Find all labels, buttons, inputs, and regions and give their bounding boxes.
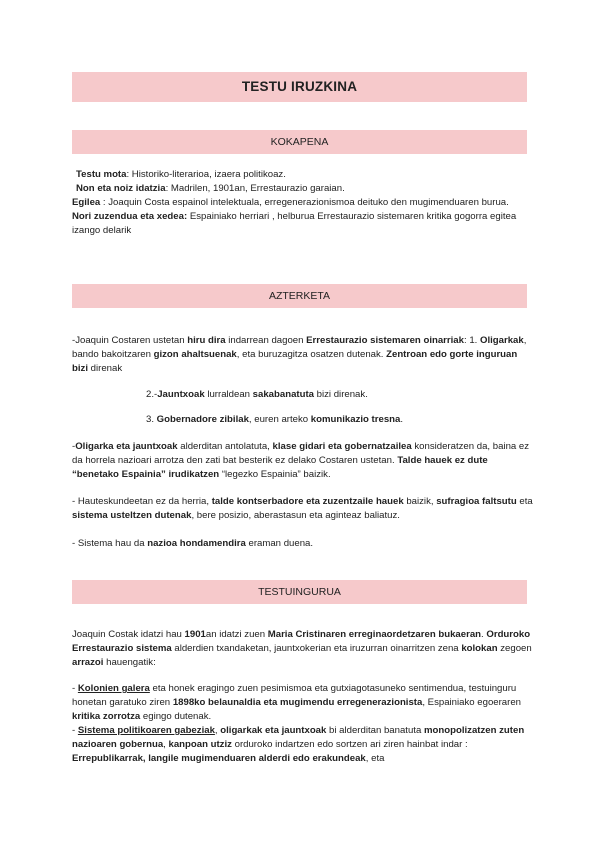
azterketa-p2 [72, 388, 532, 402]
text: Errestaurazio sistemaren oinarriak [306, 335, 464, 346]
text: an idatzi zuen [205, 629, 268, 640]
azterketa-p1 [72, 334, 534, 376]
text: Talde hauek ez dute “benetako Espainia” irudikatzen [72, 455, 488, 480]
text: , euren arteko [248, 414, 311, 425]
text: nazioa hondamendira [147, 538, 246, 549]
testu-mota-line [72, 168, 532, 182]
text: sistema usteltzen dutenak [72, 510, 192, 521]
text: orduroko indartzen edo sortzen ari ziren hainbat indar : [231, 739, 468, 750]
text: alderdien txandaketan, jauntxokerian eta iruzurran oinarritzen zena [171, 643, 462, 654]
text: oligarkak eta jauntxoak [220, 725, 327, 736]
text: . [481, 629, 487, 640]
text: “legezko Espainia” baizik. [219, 469, 331, 480]
text: kritika zorrotza [72, 711, 141, 722]
label: Non eta noiz idatzia [76, 183, 166, 194]
text: , eta [365, 753, 385, 764]
text: hauengatik: [103, 657, 156, 668]
text: Joaquin Costak idatzi hau [72, 629, 185, 640]
text: kanpoan utziz [168, 739, 232, 750]
text: hiru dira [187, 335, 226, 346]
non-noiz-line [72, 182, 532, 196]
nori-line [72, 210, 532, 238]
azterketa-p3 [72, 413, 532, 427]
text: Maria Cristinaren erreginaordetzaren bukaeran [267, 629, 482, 640]
text: , eta buruzagitza osatzen dutenak. [236, 349, 387, 360]
testuingurua-p2 [72, 682, 534, 724]
label: Nori zuzendua eta xedea: [72, 211, 188, 222]
text: - Sistema hau da [72, 538, 148, 549]
text: sufragioa faltsutu [436, 496, 517, 507]
section-heading-testuingurua: TESTUINGURUA [72, 580, 527, 604]
text: arrazoi [72, 657, 104, 668]
text: talde kontserbadore eta zuzentzaile hauek [211, 496, 404, 507]
text: alderditan antolatuta, [177, 441, 273, 452]
testuingurua-p3 [72, 724, 534, 766]
text: 1901 [184, 629, 206, 640]
text: - [72, 683, 78, 694]
testuingurua-p1 [72, 628, 534, 670]
azterketa-p5 [72, 495, 534, 523]
text: Oligarka eta jauntxoak [75, 441, 178, 452]
text: eta honek eragingo zuen pesimismoa eta gutxiagotasuneko sentimendua, testuinguru honetan garatuko ziren [72, 683, 517, 708]
text: , bando bakoitzaren [72, 335, 527, 360]
text: - [72, 441, 76, 452]
text: eraman duena. [245, 538, 314, 549]
text: zegoen [497, 643, 532, 654]
text: - [72, 725, 78, 736]
value: : Joaquin Costa espainol intelektuala, erregenerazionismoa deituko den mugimenduaren burua. [100, 197, 509, 208]
text: 3. [146, 414, 157, 425]
value: Espainiako herriari , helburua Errestaurazio sistemaren kritika gogorra egitea izango delarik [72, 211, 517, 236]
label: Egilea [72, 197, 101, 208]
text: gizon ahaltsuenak [153, 349, 237, 360]
text: sakabanatuta [252, 389, 314, 400]
text: komunikazio tresna [310, 414, 401, 425]
text: -Joaquin Costaren ustetan [72, 335, 188, 346]
label: Testu mota [76, 169, 127, 180]
text: Orduroko Errestaurazio sistema [72, 629, 531, 654]
azterketa-p4 [72, 440, 534, 482]
text: Errepublikarrak, langile mugimenduaren alderdi edo erakundeak [72, 753, 366, 764]
text: eta [516, 496, 533, 507]
text: , [214, 725, 221, 736]
text: Zentroan edo gorte inguruan bizi [72, 349, 518, 374]
text: , bere posizio, aberastasun eta aginteaz baliatuz. [191, 510, 400, 521]
text: klase gidari eta gobernatzailea [272, 441, 412, 452]
text: Gobernadore zibilak [156, 414, 249, 425]
value: : Madrilen, 1901an, Errestaurazio garaian. [165, 183, 345, 194]
text: , [163, 739, 169, 750]
value: : Historiko-literarioa, izaera politikoaz. [126, 169, 286, 180]
text: egingo dutenak. [140, 711, 212, 722]
underlined-text: Sistema politikoaren gabeziak [77, 725, 215, 736]
text: direnak [88, 363, 123, 374]
text: baizik, [403, 496, 437, 507]
text: bizi direnak. [314, 389, 368, 400]
document-title: TESTU IRUZKINA [72, 72, 527, 102]
text: . [400, 414, 404, 425]
azterketa-p6 [72, 537, 532, 551]
text: : 1. [463, 335, 480, 346]
text: kolokan [461, 643, 498, 654]
text: 2.- [146, 389, 158, 400]
text: , Espainiako egoeraren [422, 697, 522, 708]
underlined-text: Kolonien galera [77, 683, 150, 694]
text: indarrean dagoen [225, 335, 307, 346]
text: Jauntxoak [157, 389, 205, 400]
text: konsideratzen da, baina ez da horrela nazioari arrotza den zati bat besterik ez delako Costaren ustetan. [72, 441, 530, 466]
text: monopolizatzen zuten nazioaren gobernua [72, 725, 525, 750]
text: bi alderditan banatuta [326, 725, 424, 736]
section-heading-azterketa: AZTERKETA [72, 284, 527, 308]
kokapena-body [72, 168, 532, 238]
section-heading-kokapena: KOKAPENA [72, 130, 527, 154]
egilea-line [72, 196, 532, 210]
text: Oligarkak [479, 335, 524, 346]
text: - Hauteskundeetan ez da herria, [72, 496, 212, 507]
text: 1898ko belaunaldia eta mugimendu erregenerazionista [172, 697, 423, 708]
text: lurraldean [204, 389, 253, 400]
